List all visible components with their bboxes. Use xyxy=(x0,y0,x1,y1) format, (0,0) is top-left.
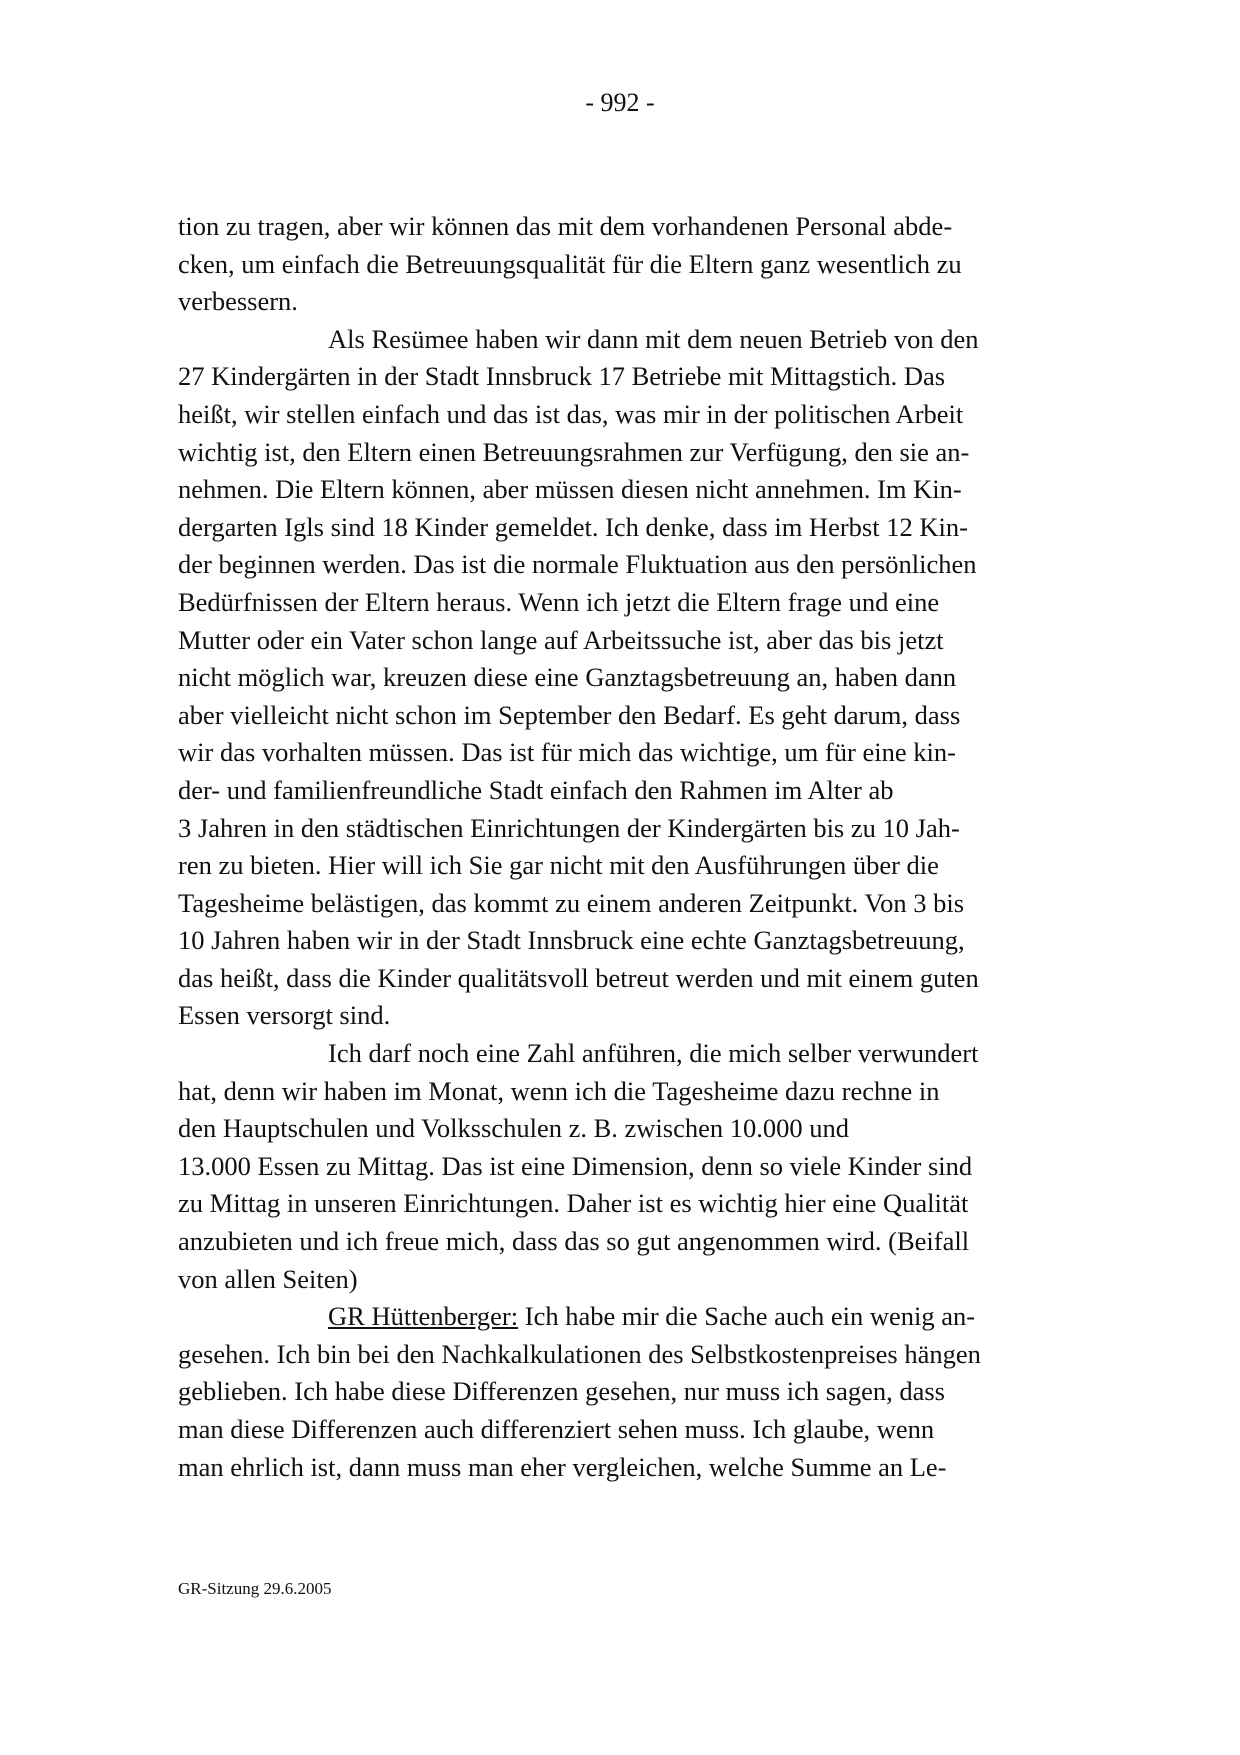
text-line: anzubieten und ich freue mich, dass das so gut angenommen wird. (Beifall xyxy=(178,1226,970,1257)
text-line: man diese Differenzen auch differenziert sehen muss. Ich glaube, wenn xyxy=(178,1414,935,1444)
text-line: das heißt, dass die Kinder qualitätsvoll betreut werden und mit einem guten xyxy=(178,962,979,993)
paragraph-start-line: Ich darf noch eine Zahl anführen, die mich selber verwundert xyxy=(328,1038,979,1069)
text-line: hat, denn wir haben im Monat, wenn ich die Tagesheime dazu rechne in xyxy=(178,1075,940,1106)
text-line: wir das vorhalten müssen. Das ist für mich das wichtige, um für eine kin- xyxy=(178,737,956,768)
text-line: tion zu tragen, aber wir können das mit dem vorhandenen Personal abde- xyxy=(178,211,953,241)
text-line: zu Mittag in unseren Einrichtungen. Daher ist es wichtig hier eine Qualität xyxy=(178,1188,969,1219)
text-line: Mutter oder ein Vater schon lange auf Arbeitssuche ist, aber das bis jetzt xyxy=(178,624,944,655)
page-number: - 992 - xyxy=(585,88,655,117)
speaker-paragraph-line xyxy=(178,1298,1078,1336)
speaker-name: GR Hüttenberger: xyxy=(328,1301,519,1332)
paragraph-start-line: Als Resümee haben wir dann mit dem neuen Betrieb von den xyxy=(328,323,979,354)
text-line: ren zu bieten. Hier will ich Sie gar nicht mit den Ausführungen über die xyxy=(178,850,939,881)
text-line: 27 Kindergärten in der Stadt Innsbruck 17 Betriebe mit Mittagstich. Das xyxy=(178,361,946,392)
text-line: dergarten Igls sind 18 Kinder gemeldet. Ich denke, dass im Herbst 12 Kin- xyxy=(178,511,968,542)
text-line: den Hauptschulen und Volksschulen z. B. zwischen 10.000 und xyxy=(178,1113,850,1144)
body-text xyxy=(178,208,1078,1486)
text-line: aber vielleicht nicht schon im September den Bedarf. Es geht darum, dass xyxy=(178,699,961,730)
text-line: heißt, wir stellen einfach und das ist das, was mir in der politischen Arbeit xyxy=(178,398,964,429)
text-line: 3 Jahren in den städtischen Einrichtungen der Kindergärten bis zu 10 Jah- xyxy=(178,812,960,843)
text-line: wichtig ist, den Eltern einen Betreuungsrahmen zur Verfügung, den sie an- xyxy=(178,436,970,467)
text-line: Tagesheime belästigen, das kommt zu einem anderen Zeitpunkt. Von 3 bis xyxy=(178,887,965,918)
text-line: gesehen. Ich bin bei den Nachkalkulationen des Selbstkostenpreises hängen xyxy=(178,1338,981,1369)
text-line: geblieben. Ich habe diese Differenzen gesehen, nur muss ich sagen, dass xyxy=(178,1376,945,1407)
speaker-text: Ich habe mir die Sache auch ein wenig an- xyxy=(524,1301,976,1332)
page-footer: GR-Sitzung 29.6.2005 xyxy=(178,1579,332,1598)
text-line: nicht möglich war, kreuzen diese eine Ganztagsbetreuung an, haben dann xyxy=(178,662,957,693)
text-line: 10 Jahren haben wir in der Stadt Innsbruck eine echte Ganztagsbetreuung, xyxy=(178,925,965,956)
text-line: Essen versorgt sind. xyxy=(178,1000,391,1031)
text-line: der- und familienfreundliche Stadt einfach den Rahmen im Alter ab xyxy=(178,774,894,805)
text-line: der beginnen werden. Das ist die normale Fluktuation aus den persönlichen xyxy=(178,549,977,580)
text-line: man ehrlich ist, dann muss man eher vergleichen, welche Summe an Le- xyxy=(178,1451,947,1482)
text-line: nehmen. Die Eltern können, aber müssen diesen nicht annehmen. Im Kin- xyxy=(178,474,962,505)
text-line: von allen Seiten) xyxy=(178,1263,358,1294)
text-line: verbessern. xyxy=(178,286,298,317)
text-line: Bedürfnissen der Eltern heraus. Wenn ich jetzt die Eltern frage und eine xyxy=(178,586,940,617)
text-line: cken, um einfach die Betreuungsqualität für die Eltern ganz wesentlich zu xyxy=(178,248,962,279)
text-line: 13.000 Essen zu Mittag. Das ist eine Dimension, denn so viele Kinder sind xyxy=(178,1150,973,1181)
